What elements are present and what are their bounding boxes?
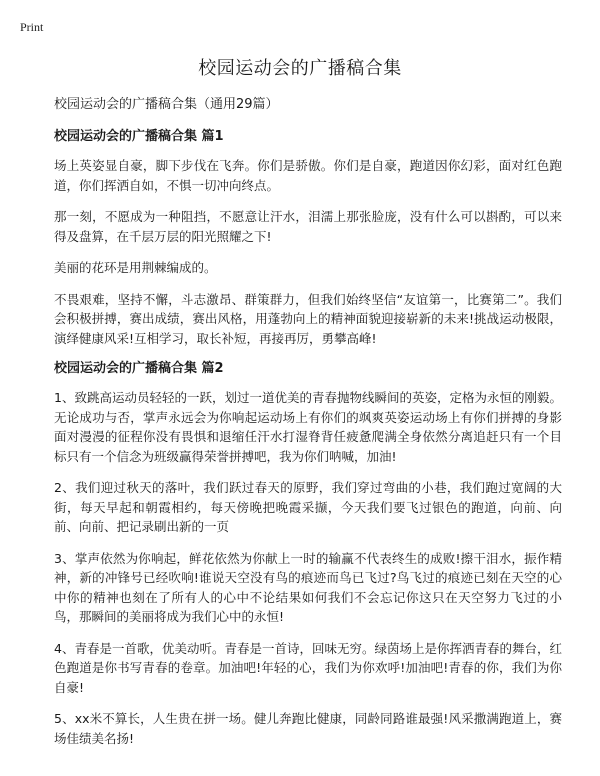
paragraph: 5、xx米不算长，人生贵在拼一场。健儿奔跑比健康，同龄同路谁最强!风采撒满跑道上，赛场佳绩美名扬! — [54, 711, 562, 746]
paragraph: 场上英姿显自豪，脚下步伐在飞奔。你们是骄傲。你们是自豪，跑道因你幻彩，面对红色跑道，你们挥洒自如，不惧一切冲向终点。 — [54, 158, 562, 193]
section-1 — [54, 128, 562, 348]
page-title: 校园运动会的广播稿合集 — [198, 58, 402, 79]
paragraph: 1、致跳高运动员轻轻的一跃，划过一道优美的青春抛物线瞬间的英姿，定格为永恒的刚毅。无论成功与否，掌声永远会为你响起运动场上有你们的飒爽英姿运动场上有你们拼搏的身影面对漫漫的征程你没有畏惧和退缩任汗水打湿脊背任疲惫爬满全身依然分离追赶只有一个目标只有一个信念为班级赢得荣誉拼搏吧，我为你们呐喊，加油! — [54, 390, 562, 464]
paragraph: 不畏艰难，坚持不懈，斗志激昂、群策群力，但我们始终坚信“友谊第一，比赛第二”。我们会积极拼搏，赛出成绩，赛出风格，用蓬勃向上的精神面貌迎接崭新的未来!挑战运动极限，演绎健康风采!互相学习，取长补短，再接再厉，勇攀高峰! — [54, 291, 562, 346]
section-heading: 校园运动会的广播稿合集 篇2 — [54, 361, 224, 376]
print-link[interactable]: Print — [20, 20, 44, 34]
paragraph: 2、我们迎过秋天的落叶，我们跃过春天的原野，我们穿过弯曲的小巷，我们跑过宽阔的大街，每天早起和朝霞相约，每天傍晚把晚霞采撷，今天我们要飞过银色的跑道，向前、向前、向前、把记录刷出新的一页 — [54, 480, 562, 534]
section-2 — [54, 360, 562, 748]
paragraph: 3、掌声依然为你响起，鲜花依然为你献上一时的输赢不代表终生的成败!擦干泪水，振作精神，新的冲锋号已经吹响!谁说天空没有鸟的痕迹而鸟已飞过?鸟飞过的痕迹已刻在天空的心中你的精神也刻在了所有人的心中不论结果如何我们不会忘记你这只在天空努力飞过的小鸟，那瞬间的美丽将成为我们心中的永恒! — [54, 550, 562, 624]
document-subtitle: 校园运动会的广播稿合集（通用29篇） — [54, 97, 279, 112]
section-heading: 校园运动会的广播稿合集 篇1 — [54, 129, 224, 144]
paragraph: 那一刻，不愿成为一种阻挡，不愿意让汗水，泪濡上那张脸庞，没有什么可以斟酌，可以来得及盘算，在千层万层的阳光照耀之下! — [54, 209, 562, 244]
paragraph: 美丽的花环是用荆棘编成的。 — [54, 260, 217, 275]
paragraph: 4、青春是一首歌，优美动听。青春是一首诗，回味无穷。绿茵场上是你挥洒青春的舞台，红色跑道是你书写青春的卷章。加油吧!年轻的心，我们为你欢呼!加油吧!青春的你，我们为你自豪! — [54, 640, 562, 695]
document-body — [54, 96, 562, 760]
